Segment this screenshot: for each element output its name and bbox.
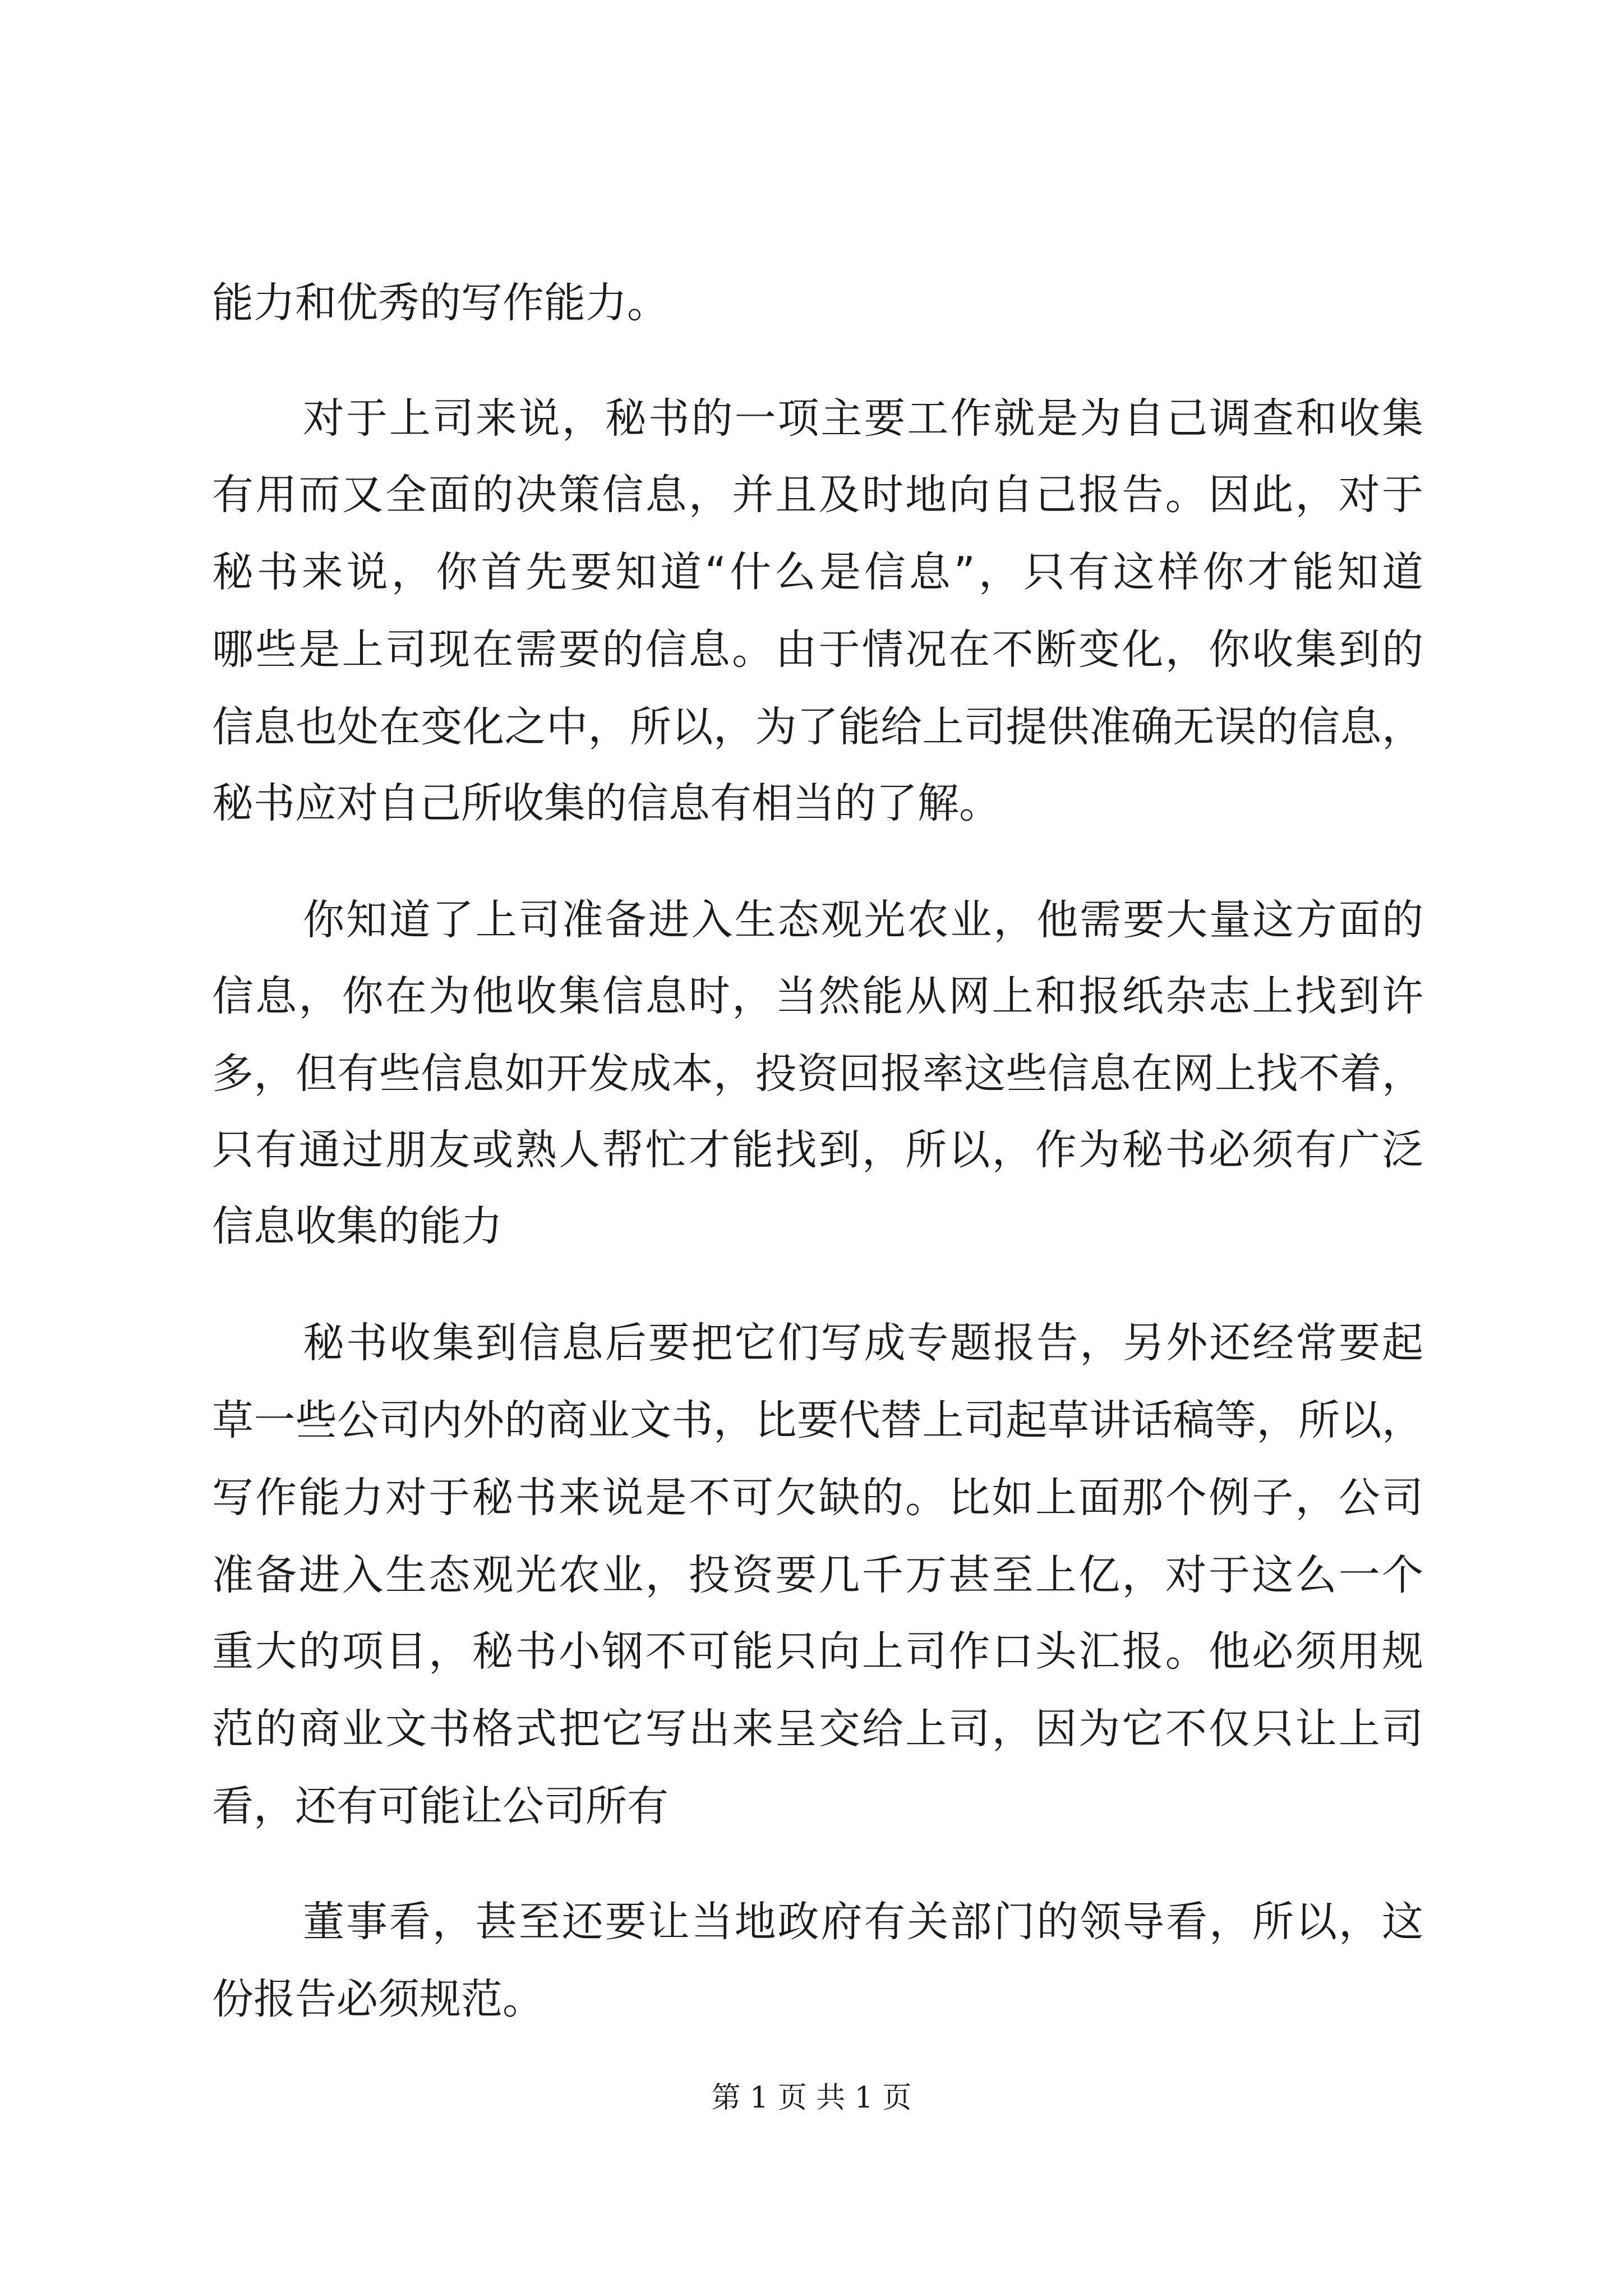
text-line: 信息，你在为他收集信息时，当然能从网上和报纸杂志上找到许 [212, 972, 1423, 1020]
text-line: 能力和优秀的写作能力。 [212, 279, 668, 327]
text-line: 份报告必须规范。 [212, 1975, 544, 2023]
text-line: 秘书应对自己所收集的信息有相当的了解。 [212, 779, 1000, 827]
text-line: 秘书收集到信息后要把它们写成专题报告，另外还经常要起 [303, 1319, 1423, 1367]
text-line: 看，还有可能让公司所有 [212, 1782, 668, 1830]
text-line: 哪些是上司现在需要的信息。由于情况在不断变化，你收集到的 [212, 625, 1423, 674]
text-line: 你知道了上司准备进入生态观光农业，他需要大量这方面的 [303, 896, 1423, 944]
text-line: 范的商业文书格式把它写出来呈交给上司，因为它不仅只让上司 [212, 1705, 1423, 1753]
text-line: 只有通过朋友或熟人帮忙才能找到，所以，作为秘书必须有广泛 [212, 1126, 1423, 1174]
text-line: 信息收集的能力 [212, 1202, 502, 1250]
text-line: 重大的项目，秘书小钢不可能只向上司作口头汇报。他必须用规 [212, 1627, 1423, 1676]
text-line: 准备进入生态观光农业，投资要几千万甚至上亿，对于这么一个 [212, 1551, 1423, 1599]
text-line: 信息也处在变化之中，所以，为了能给上司提供准确无误的信息， [212, 703, 1423, 751]
text-line: 对于上司来说，秘书的一项主要工作就是为自己调查和收集 [303, 394, 1423, 443]
text-line: 多，但有些信息如开发成本，投资回报率这些信息在网上找不着， [212, 1050, 1423, 1098]
text-line: 写作能力对于秘书来说是不可欠缺的。比如上面那个例子，公司 [212, 1474, 1423, 1522]
text-line: 董事看，甚至还要让当地政府有关部门的领导看，所以，这 [303, 1898, 1423, 1946]
text-line: 秘书来说，你首先要知道“什么是信息”，只有这样你才能知道 [212, 548, 1423, 596]
text-line: 草一些公司内外的商业文书，比要代替上司起草讲话稿等，所以， [212, 1396, 1423, 1444]
page-number-footer: 第 1 页 共 1 页 [711, 2081, 912, 2115]
text-line: 有用而又全面的决策信息，并且及时地向自己报告。因此，对于 [212, 471, 1423, 519]
